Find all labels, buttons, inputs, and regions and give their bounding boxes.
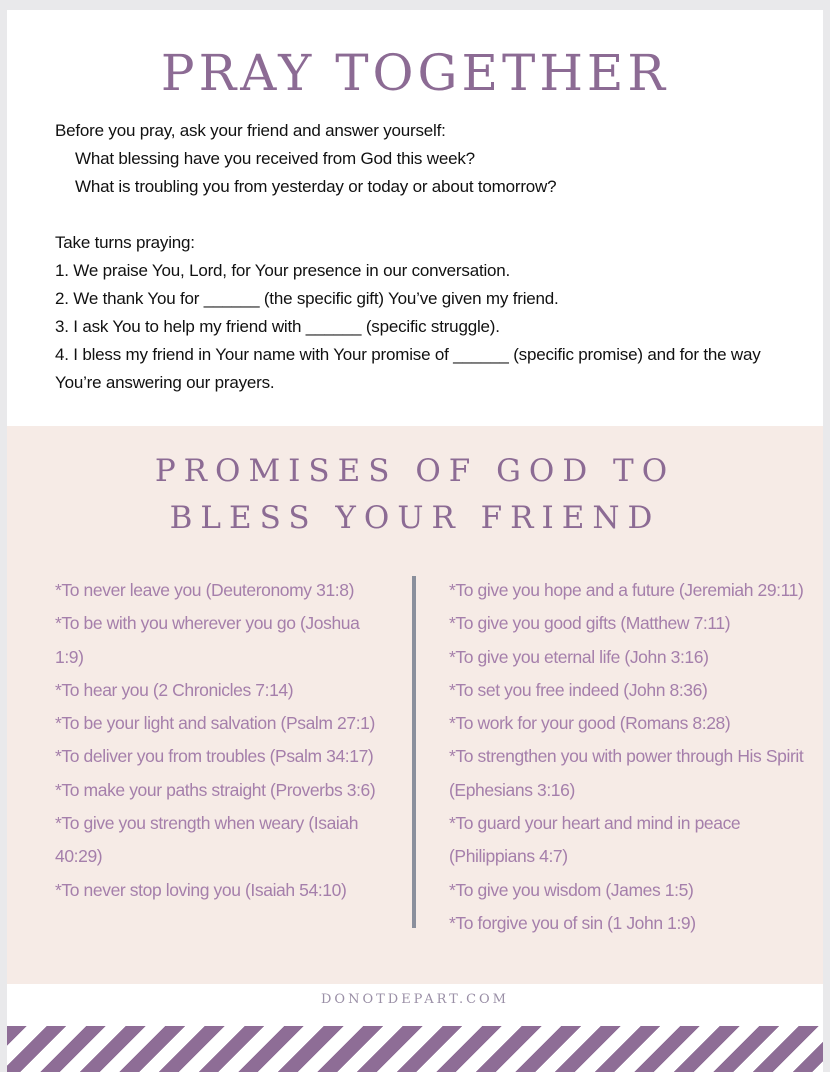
column-divider	[412, 576, 416, 928]
promise-item: *To make your paths straight (Proverbs 3:6)	[55, 779, 376, 800]
promise-item: *To give you eternal life (John 3:16)	[449, 646, 709, 667]
promises-left-column	[55, 574, 390, 907]
promises-title-line-2: BLESS YOUR FRIEND	[169, 500, 661, 536]
promise-item: *To work for your good (Romans 8:28)	[449, 713, 731, 734]
website-footer: DONOTDEPART.COM	[320, 992, 509, 1007]
promises-title-line-1: PROMISES OF GOD TO	[154, 453, 676, 489]
intro-section	[55, 117, 795, 397]
promises-title	[7, 448, 823, 542]
striped-border	[7, 1026, 823, 1072]
turns-heading: Take turns praying:	[55, 233, 195, 252]
spacer	[55, 201, 795, 229]
promise-item: *To set you free indeed (John 8:36)	[449, 679, 708, 700]
intro-lead: Before you pray, ask your friend and answer yourself:	[55, 121, 446, 140]
question-troubling: What is troubling you from yesterday or today or about tomorrow?	[75, 177, 557, 196]
promise-item: *To guard your heart and mind in peace (Philippians 4:7)	[449, 813, 741, 867]
promise-item: *To give you wisdom (James 1:5)	[449, 879, 694, 900]
printable-page	[7, 10, 823, 1072]
step-bless: 4. I bless my friend in Your name with Your promise of ______ (specific promise) and for the way You’re answering our prayers.	[55, 345, 761, 392]
promises-right-column	[449, 574, 809, 940]
promise-item: *To be with you wherever you go (Joshua 1:9)	[55, 613, 360, 667]
promise-item: *To give you good gifts (Matthew 7:11)	[449, 613, 731, 634]
promises-panel	[7, 426, 823, 984]
question-blessing: What blessing have you received from God this week?	[75, 149, 475, 168]
promise-item: *To give you strength when weary (Isaiah 40:29)	[55, 813, 359, 867]
promise-item: *To strengthen you with power through His Spirit (Ephesians 3:16)	[449, 746, 804, 800]
page-title: PRAY TOGETHER	[160, 44, 670, 102]
step-thank: 2. We thank You for ______ (the specific gift) You’ve given my friend.	[55, 289, 559, 308]
promise-item: *To deliver you from troubles (Psalm 34:17)	[55, 746, 374, 767]
promise-item: *To never leave you (Deuteronomy 31:8)	[55, 580, 354, 600]
promise-item: *To give you hope and a future (Jeremiah 29:11)	[449, 580, 804, 600]
step-praise: 1. We praise You, Lord, for Your presence in our conversation.	[55, 261, 511, 280]
promise-item: *To hear you (2 Chronicles 7:14)	[55, 679, 294, 700]
promise-item: *To forgive you of sin (1 John 1:9)	[449, 912, 696, 933]
step-ask: 3. I ask You to help my friend with ______ (specific struggle).	[55, 317, 500, 336]
promise-item: *To never stop loving you (Isaiah 54:10)	[55, 879, 347, 900]
promise-item: *To be your light and salvation (Psalm 27:1)	[55, 713, 375, 734]
